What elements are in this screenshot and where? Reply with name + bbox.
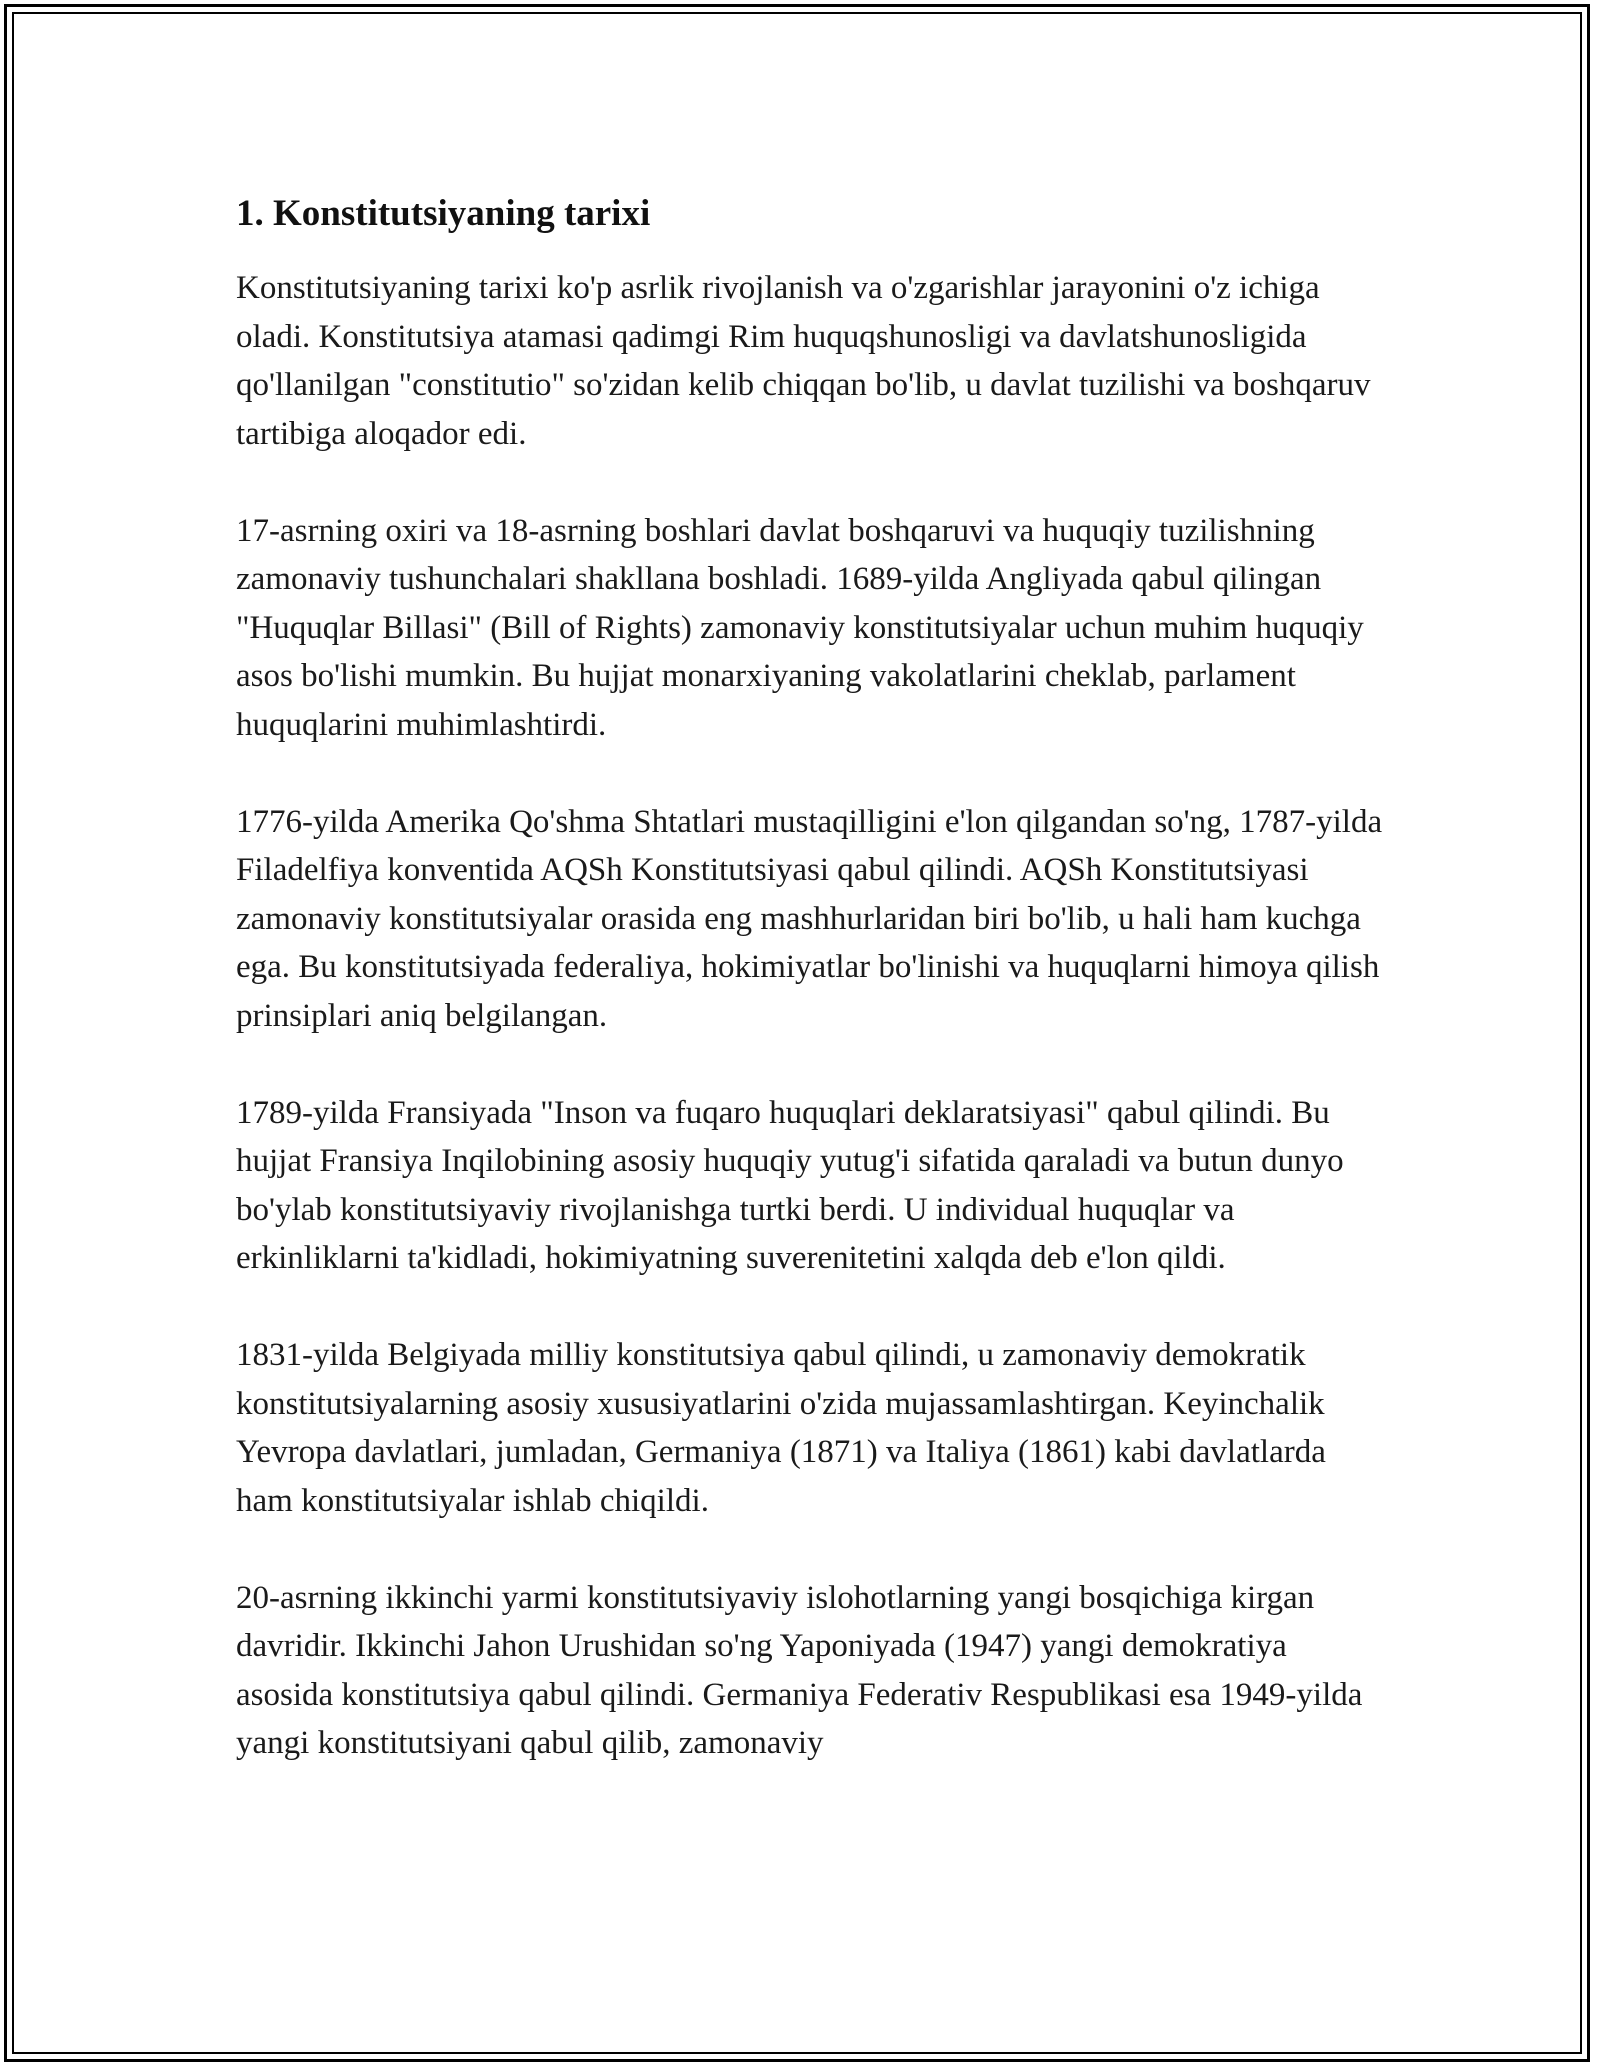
paragraph-belgium-constitution: 1831-yilda Belgiyada milliy konstitutsiya qabul qilindi, u zamonaviy demokratik konstitutsiyalarning asosiy xususiyatlarini o'zida mujassamlashtirgan. Keyinchalik Yevropa davlatlari, jumladan, Germaniya (1871) va Italiya (1861) kabi davlatlarda ham konstitutsiyalar ishlab chiqildi.: [236, 1337, 1326, 1519]
paragraph-french-declaration: 1789-yilda Fransiyada "Inson va fuqaro huquqlari deklaratsiyasi" qabul qilindi. Bu hujjat Fransiya Inqilobining asosiy huquqiy yutug'i sifatida qaraladi va butun dunyo bo'ylab konstitutsiyaviy rivojlanishga turtki berdi. U individual huquqlar va erkinliklarni ta'kidladi, hokimiyatning suverenitetini xalqda deb e'lon qildi.: [236, 1094, 1344, 1276]
section-heading: 1. Konstitutsiyaning tarixi: [236, 193, 651, 234]
paragraph-20th-century: 20-asrning ikkinchi yarmi konstitutsiyaviy islohotlarning yangi bosqichiga kirgan davridir. Ikkinchi Jahon Urushidan so'ng Yaponiyada (1947) yangi demokratiya asosida konstitutsiya qabul qilindi. Germaniya Federativ Respublikasi esa 1949-yilda yangi konstitutsiyani qabul qilib, zamonaviy: [236, 1579, 1363, 1761]
paragraph-bill-of-rights: 17-asrning oxiri va 18-asrning boshlari davlat boshqaruvi va huquqiy tuzilishning zamonaviy tushunchalari shakllana boshladi. 1689-yilda Angliyada qabul qilingan "Huquqlar Billasi" (Bill of Rights) zamonaviy konstitutsiyalar uchun muhim huquqiy asos bo'lishi mumkin. Bu hujjat monarxiyaning vakolatlarini cheklab, parlament huquqlarini muhimlashtirdi.: [236, 512, 1364, 743]
document-body: [236, 190, 1386, 1816]
paragraph-usa-constitution: 1776-yilda Amerika Qo'shma Shtatlari mustaqilligini e'lon qilgandan so'ng, 1787-yilda Filadelfiya konventida AQSh Konstitutsiyasi qabul qilindi. AQSh Konstitutsiyasi zamonaviy konstitutsiyalar orasida eng mashhurlaridan biri bo'lib, u hali ham kuchga ega. Bu konstitutsiyada federaliya, hokimiyatlar bo'linishi va huquqlarni himoya qilish prinsiplari aniq belgilangan.: [236, 803, 1383, 1034]
paragraph-etymology: Konstitutsiyaning tarixi ko'p asrlik rivojlanish va o'zgarishlar jarayonini o'z ichiga oladi. Konstitutsiya atamasi qadimgi Rim huquqshunosligi va davlatshunosligida qo'llanilgan "constitutio" so'zidan kelib chiqqan bo'lib, u davlat tuzilishi va boshqaruv tartibiga aloqador edi.: [236, 270, 1371, 452]
